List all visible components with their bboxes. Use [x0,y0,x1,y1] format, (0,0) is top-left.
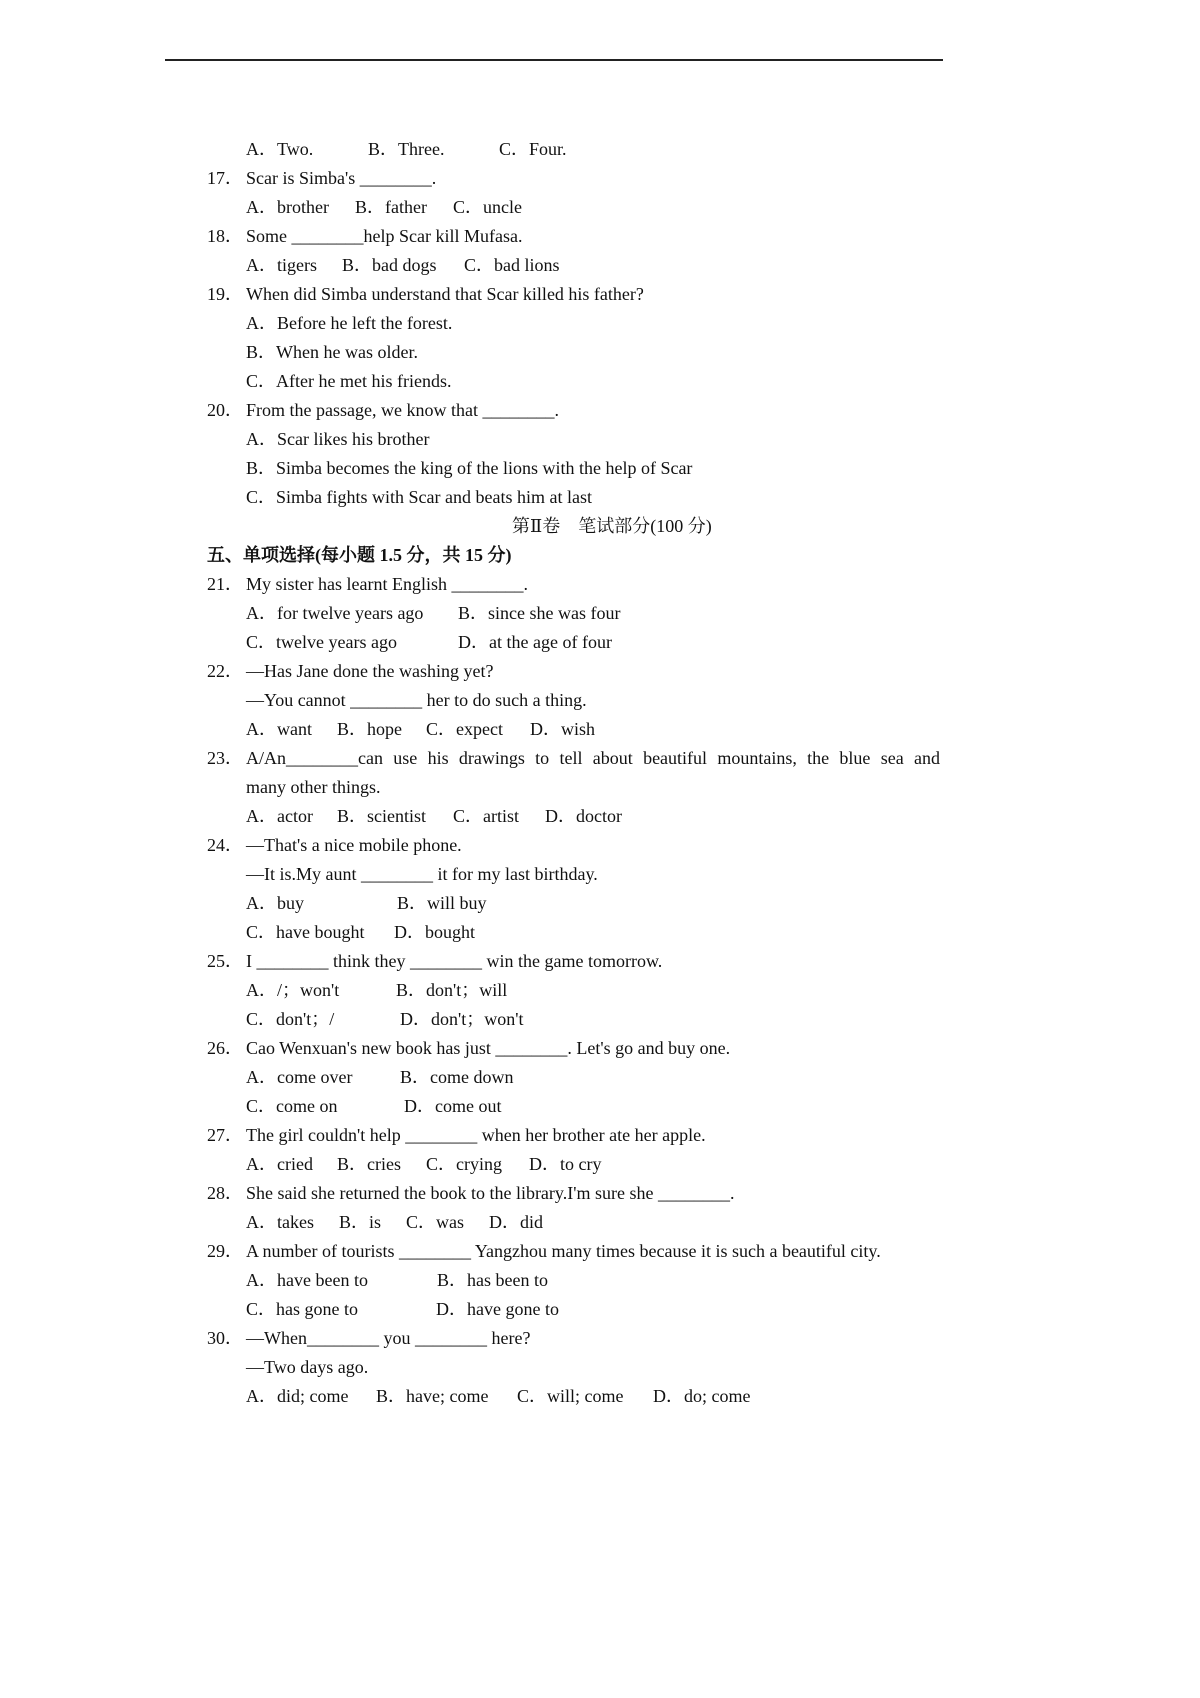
q26-number: 26． [207,1038,243,1058]
q26-option-a: A．come over [246,1067,353,1087]
q27-option-d: D．to cry [529,1154,602,1174]
q28-option-a: A．takes [246,1212,314,1232]
q22-stem: —Has Jane done the washing yet? [246,661,494,681]
q29-stem: A number of tourists ________ Yangzhou many times because it is such a beautiful city. [246,1241,881,1261]
q30-option-d: D．do; come [653,1386,751,1406]
q28-option-b: B．is [339,1212,382,1232]
q19-option-c: C．After he met his friends. [246,371,452,391]
q24-option-b: B．will buy [397,893,487,913]
q30-stem: —When________ you ________ here? [246,1328,531,1348]
q24-option-c: C．have bought [246,922,365,942]
q24-number: 24． [207,835,243,855]
q19-option-b: B．When he was older. [246,342,418,362]
q20-stem: From the passage, we know that ________. [246,400,559,420]
q23-stem: A/An________can use his drawings to tell about beautiful mountains, the blue sea and [246,748,940,768]
q17-stem: Scar is Simba's ________. [246,168,437,188]
section-title: 五、单项选择(每小题 1.5 分，共 15 分) [207,545,512,565]
q23-stem-2: many other things. [246,777,381,797]
header-rule [165,59,943,61]
q20-option-a: A．Scar likes his brother [246,429,430,449]
q22-stem-2: —You cannot ________ her to do such a thing. [246,690,587,710]
q23-option-b: B．scientist [337,806,426,826]
q25-option-b: B．don't；will [396,980,508,1000]
q17-option-b: B．father [355,197,427,217]
q18-stem: Some ________help Scar kill Mufasa. [246,226,523,246]
q20-option-c: C．Simba fights with Scar and beats him at last [246,487,592,507]
q21-stem: My sister has learnt English ________. [246,574,528,594]
q24-option-a: A．buy [246,893,304,913]
part-title: 第Ⅱ卷 笔试部分(100 分) [512,516,712,536]
q16-option-a: A．Two. [246,139,314,159]
q22-option-b: B．hope [337,719,402,739]
q28-number: 28． [207,1183,243,1203]
q21-option-d: D．at the age of four [458,632,612,652]
q26-option-c: C．come on [246,1096,338,1116]
q26-option-d: D．come out [404,1096,502,1116]
q17-option-a: A．brother [246,197,329,217]
q22-option-c: C．expect [426,719,503,739]
q25-option-a: A．/；won't [246,980,340,1000]
q22-option-d: D．wish [530,719,596,739]
q26-stem: Cao Wenxuan's new book has just ________. Let's go and buy one. [246,1038,731,1058]
q29-option-c: C．has gone to [246,1299,358,1319]
q30-number: 30． [207,1328,243,1348]
q28-stem: She said she returned the book to the library.I'm sure she ________. [246,1183,735,1203]
q30-stem-2: —Two days ago. [246,1357,369,1377]
q29-option-b: B．has been to [437,1270,548,1290]
q25-option-d: D．don't；won't [400,1009,524,1029]
q18-option-b: B．bad dogs [342,255,437,275]
q19-stem: When did Simba understand that Scar killed his father? [246,284,644,304]
q23-number: 23． [207,748,243,768]
q22-option-a: A．want [246,719,312,739]
q29-option-d: D．have gone to [436,1299,559,1319]
q24-stem: —That's a nice mobile phone. [246,835,462,855]
q23-option-c: C．artist [453,806,519,826]
q28-option-c: C．was [406,1212,464,1232]
q23-option-d: D．doctor [545,806,622,826]
q24-stem-2: —It is.My aunt ________ it for my last birthday. [246,864,598,884]
q17-option-c: C．uncle [453,197,522,217]
q21-number: 21． [207,574,243,594]
q16-option-c: C．Four. [499,139,567,159]
q25-number: 25． [207,951,243,971]
q18-option-c: C．bad lions [464,255,560,275]
q20-number: 20． [207,400,243,420]
q27-option-a: A．cried [246,1154,313,1174]
q27-option-b: B．cries [337,1154,401,1174]
q21-option-c: C．twelve years ago [246,632,397,652]
q27-number: 27． [207,1125,243,1145]
q18-number: 18． [207,226,243,246]
q20-option-b: B．Simba becomes the king of the lions with the help of Scar [246,458,693,478]
q27-stem: The girl couldn't help ________ when her brother ate her apple. [246,1125,706,1145]
q23-option-a: A．actor [246,806,313,826]
q21-option-b: B．since she was four [458,603,621,623]
q27-option-c: C．crying [426,1154,502,1174]
q30-option-a: A．did; come [246,1386,349,1406]
q19-option-a: A．Before he left the forest. [246,313,453,333]
q30-option-b: B．have; come [376,1386,489,1406]
q16-option-b: B．Three. [368,139,445,159]
q25-option-c: C．don't；/ [246,1009,335,1029]
q22-number: 22． [207,661,243,681]
q19-number: 19． [207,284,243,304]
q25-stem: I ________ think they ________ win the game tomorrow. [246,951,663,971]
q29-number: 29． [207,1241,243,1261]
q30-option-c: C．will; come [517,1386,624,1406]
q17-number: 17． [207,168,243,188]
q18-option-a: A．tigers [246,255,317,275]
q29-option-a: A．have been to [246,1270,368,1290]
q26-option-b: B．come down [400,1067,514,1087]
q28-option-d: D．did [489,1212,543,1232]
q24-option-d: D．bought [394,922,475,942]
q21-option-a: A．for twelve years ago [246,603,424,623]
